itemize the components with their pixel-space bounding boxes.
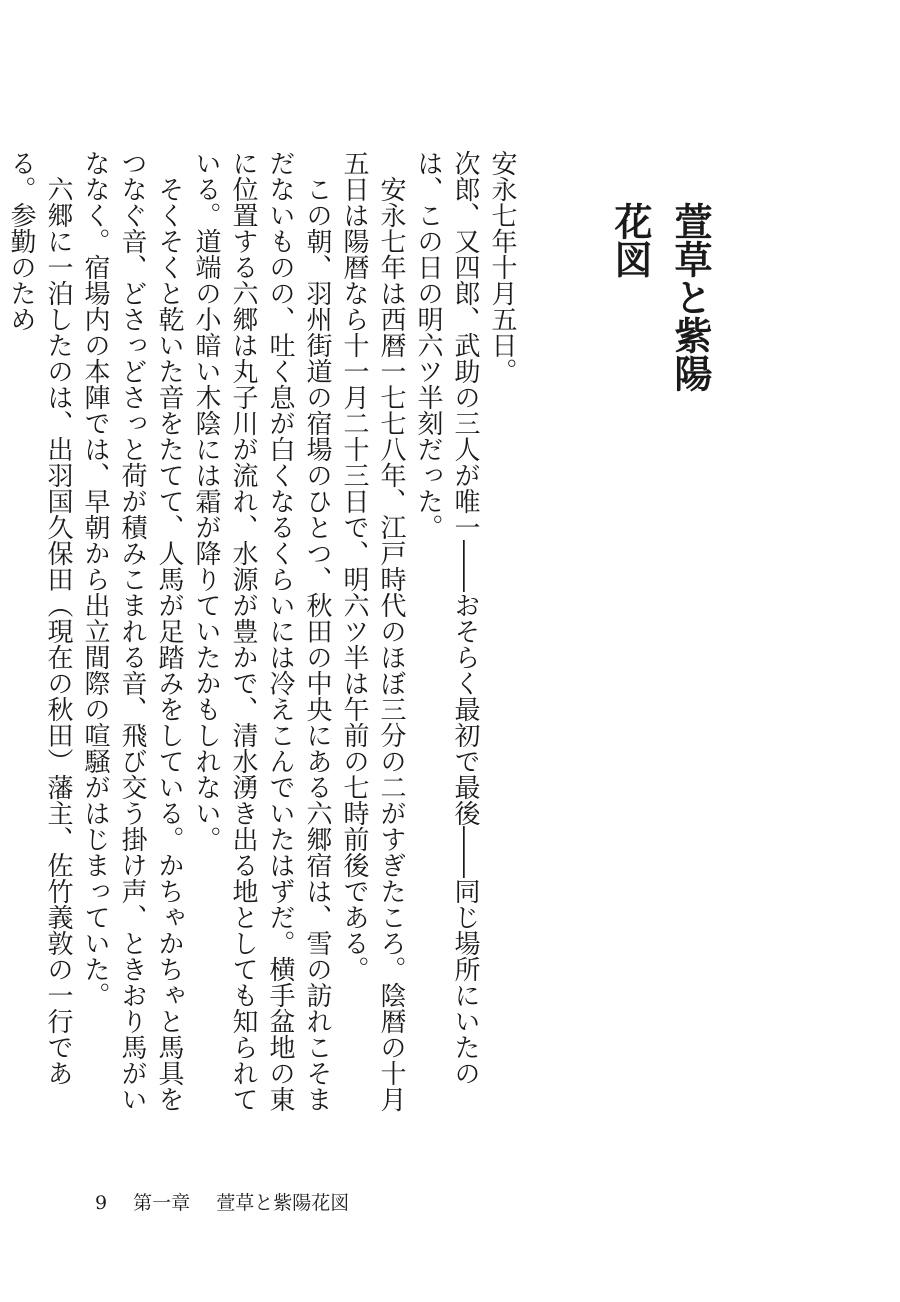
- paragraph: 次郎、又四郎、武助の三人が唯一――おそらく最初で最後――同じ場所にいたのは、この日の明六ツ半刻だった。: [413, 150, 480, 1086]
- chapter-title: 萱草と紫陽花図: [608, 202, 713, 392]
- body-text: [6, 150, 520, 1130]
- paragraph: そくそくと乾いた音をたてて、人馬が足踏みをしている。かちゃかちゃと馬具をつなぐ音、どさっどさっと荷が積みこまれる音、飛び交う掛け声、ときおり馬がいななく。宿場内の本陣では、早朝から出立間際の喧騒がはじまっていた。: [80, 150, 184, 1112]
- footer-chapter-label: 第一章: [133, 1192, 191, 1214]
- page-footer: [95, 1188, 369, 1215]
- paragraph: 安永七年は西暦一七七八年、江戸時代のほぼ三分の二がすぎたころ。陰暦の十月五日は陽暦なら十一月二十三日で、明六ツ半は午前の七時前後である。: [339, 150, 406, 1112]
- paragraph: この朝、羽州街道の宿場のひとつ、秋田の中央にある六郷宿は、雪の訪れこそまだないものの、吐く息が白くなるくらいには冷えこんでいたはずだ。横手盆地の東に位置する六郷は丸子川が流れ、水源が豊かで、清水湧き出る地としても知られている。道端の小暗い木陰には霜が降りていたかもしれない。: [191, 150, 332, 1112]
- paragraph: 六郷に一泊したのは、出羽国久保田（現在の秋田）藩主、佐竹義敦の一行である。参勤のため: [6, 150, 73, 1086]
- footer-chapter-name: 萱草と紫陽花図: [216, 1192, 350, 1214]
- page-number: 9: [95, 1192, 108, 1214]
- paragraph: 安永七年十月五日。: [487, 150, 517, 384]
